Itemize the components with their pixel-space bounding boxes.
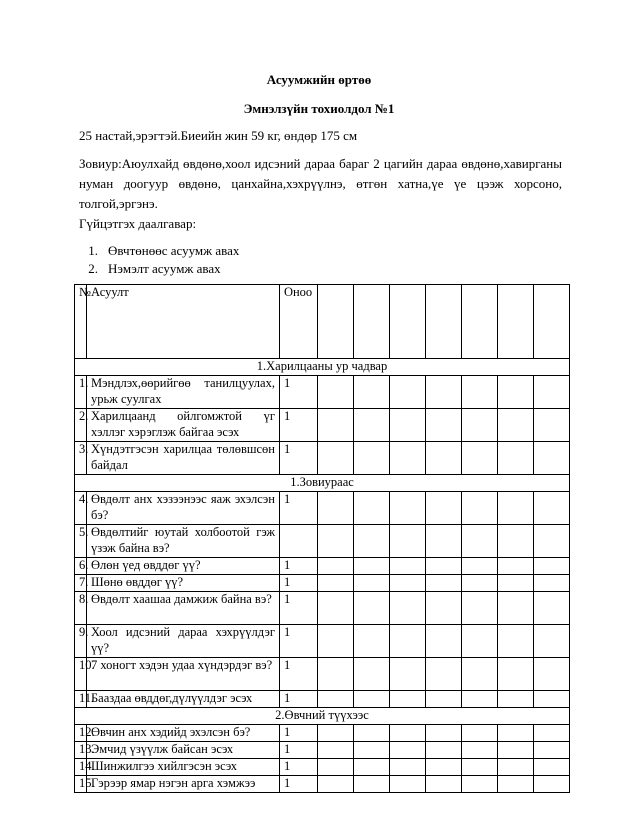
empty-cell — [318, 575, 354, 592]
empty-cell — [390, 492, 426, 525]
header-empty-cell — [318, 285, 354, 359]
empty-cell — [426, 409, 462, 442]
row-number: 12. — [75, 725, 87, 742]
empty-cell — [390, 575, 426, 592]
header-empty-cell — [462, 285, 498, 359]
row-score: 1 — [279, 592, 317, 625]
row-number: 1. — [75, 376, 87, 409]
table-row — [75, 558, 570, 575]
empty-cell — [426, 525, 462, 558]
empty-cell — [318, 725, 354, 742]
header-number: № — [75, 285, 87, 359]
table-row — [75, 492, 570, 525]
row-number: 11. — [75, 691, 87, 708]
empty-cell — [354, 525, 390, 558]
empty-cell — [462, 725, 498, 742]
row-score: 1 — [279, 776, 317, 793]
empty-cell — [462, 575, 498, 592]
table-row — [75, 592, 570, 625]
empty-cell — [462, 409, 498, 442]
empty-cell — [318, 776, 354, 793]
row-number: 9. — [75, 625, 87, 658]
empty-cell — [533, 492, 569, 525]
empty-cell — [318, 558, 354, 575]
empty-cell — [497, 725, 533, 742]
empty-cell — [390, 525, 426, 558]
row-number: 5. — [75, 525, 87, 558]
row-score: 1 — [279, 658, 317, 691]
empty-cell — [354, 442, 390, 475]
row-question: Бааздаа өвддөг,дүлүүлдэг эсэх — [86, 691, 279, 708]
empty-cell — [533, 376, 569, 409]
empty-cell — [497, 558, 533, 575]
header-empty-cell — [533, 285, 569, 359]
empty-cell — [318, 742, 354, 759]
row-score: 1 — [279, 742, 317, 759]
table-row — [75, 525, 570, 558]
empty-cell — [533, 691, 569, 708]
empty-cell — [497, 759, 533, 776]
row-score: 1 — [279, 725, 317, 742]
empty-cell — [390, 442, 426, 475]
row-number: 3. — [75, 442, 87, 475]
row-number: 6. — [75, 558, 87, 575]
empty-cell — [318, 625, 354, 658]
empty-cell — [426, 376, 462, 409]
empty-cell — [533, 592, 569, 625]
task-item — [79, 242, 239, 260]
table-row — [75, 658, 570, 691]
empty-cell — [497, 409, 533, 442]
empty-cell — [318, 525, 354, 558]
document-title: Асуумжийн өртөө — [266, 72, 372, 87]
table-row — [75, 776, 570, 793]
empty-cell — [497, 658, 533, 691]
empty-cell — [497, 776, 533, 793]
table-row — [75, 725, 570, 742]
row-question: Эмчид үзүүлж байсан эсэх — [86, 742, 279, 759]
task-number: 1. — [88, 243, 98, 258]
table-row — [75, 575, 570, 592]
row-number: 8. — [75, 592, 87, 625]
empty-cell — [390, 742, 426, 759]
empty-cell — [497, 625, 533, 658]
empty-cell — [426, 575, 462, 592]
empty-cell — [426, 442, 462, 475]
empty-cell — [426, 725, 462, 742]
empty-cell — [390, 592, 426, 625]
task-text: Өвчтөнөөс асуумж авах — [108, 243, 240, 258]
empty-cell — [533, 575, 569, 592]
row-question: Өвдөлтийг юутай холбоотой гэж үзэж байна вэ? — [86, 525, 279, 558]
empty-cell — [426, 658, 462, 691]
empty-cell — [497, 742, 533, 759]
header-empty-cell — [497, 285, 533, 359]
table-row — [75, 409, 570, 442]
empty-cell — [533, 558, 569, 575]
table-row — [75, 442, 570, 475]
header-empty-cell — [354, 285, 390, 359]
empty-cell — [354, 592, 390, 625]
task-text: Нэмэлт асуумж авах — [108, 261, 221, 276]
table-row — [75, 691, 570, 708]
empty-cell — [497, 376, 533, 409]
tasks-label: Гүйцэтгэх даалгавар: — [79, 216, 197, 231]
empty-cell — [354, 691, 390, 708]
row-question: Өвчин анх хэдийд эхэлсэн бэ? — [86, 725, 279, 742]
empty-cell — [354, 575, 390, 592]
empty-cell — [533, 525, 569, 558]
empty-cell — [462, 776, 498, 793]
empty-cell — [354, 658, 390, 691]
row-number: 2. — [75, 409, 87, 442]
row-question: Өвдөлт анх хэзээнээс яаж эхэлсэн бэ? — [86, 492, 279, 525]
empty-cell — [390, 658, 426, 691]
empty-cell — [497, 691, 533, 708]
row-score: 1 — [279, 691, 317, 708]
empty-cell — [462, 658, 498, 691]
section-row — [75, 475, 570, 492]
empty-cell — [318, 658, 354, 691]
empty-cell — [533, 409, 569, 442]
empty-cell — [426, 592, 462, 625]
row-question: Шөнө өвддөг үү? — [86, 575, 279, 592]
row-question: Мэндлэх,өөрийгөө танилцуулах, урьж суулгах — [86, 376, 279, 409]
empty-cell — [533, 625, 569, 658]
row-question: Гэрээр ямар нэгэн арга хэмжээ — [86, 776, 279, 793]
row-score: 1 — [279, 492, 317, 525]
table-row — [75, 376, 570, 409]
row-number: 10. — [75, 658, 87, 691]
table-header-row — [75, 285, 570, 359]
empty-cell — [462, 625, 498, 658]
row-number: 4. — [75, 492, 87, 525]
section-title: 1.Харилцааны ур чадвар — [75, 359, 570, 376]
row-question: Өлөн үед өвддөг үү? — [86, 558, 279, 575]
empty-cell — [354, 376, 390, 409]
empty-cell — [533, 725, 569, 742]
empty-cell — [354, 759, 390, 776]
table-row — [75, 759, 570, 776]
empty-cell — [426, 691, 462, 708]
empty-cell — [462, 592, 498, 625]
empty-cell — [497, 492, 533, 525]
empty-cell — [390, 376, 426, 409]
row-score — [279, 525, 317, 558]
empty-cell — [390, 625, 426, 658]
empty-cell — [533, 759, 569, 776]
empty-cell — [390, 558, 426, 575]
row-score: 1 — [279, 442, 317, 475]
row-score: 1 — [279, 575, 317, 592]
empty-cell — [354, 725, 390, 742]
table-row — [75, 742, 570, 759]
header-empty-cell — [390, 285, 426, 359]
row-question: Харилцаанд ойлгомжтой үг хэллэг хэрэглэж байгаа эсэх — [86, 409, 279, 442]
empty-cell — [354, 776, 390, 793]
empty-cell — [390, 776, 426, 793]
empty-cell — [426, 492, 462, 525]
empty-cell — [390, 725, 426, 742]
empty-cell — [318, 691, 354, 708]
row-question: Хүндэтгэсэн харилцаа төлөвшсөн байдал — [86, 442, 279, 475]
row-score: 1 — [279, 376, 317, 409]
header-question: Асуулт — [86, 285, 279, 359]
empty-cell — [462, 742, 498, 759]
header-score: Оноо — [279, 285, 317, 359]
task-number: 2. — [88, 261, 98, 276]
empty-cell — [497, 592, 533, 625]
empty-cell — [533, 742, 569, 759]
section-title: 1.Зовиураас — [75, 475, 570, 492]
row-score: 1 — [279, 409, 317, 442]
question-table — [74, 284, 570, 793]
empty-cell — [462, 492, 498, 525]
empty-cell — [318, 442, 354, 475]
empty-cell — [462, 558, 498, 575]
document-subtitle: Эмнэлзүйн тохиолдол №1 — [243, 101, 395, 116]
empty-cell — [462, 442, 498, 475]
empty-cell — [497, 575, 533, 592]
row-question: Шинжилгээ хийлгэсэн эсэх — [86, 759, 279, 776]
task-list — [79, 242, 239, 278]
empty-cell — [354, 558, 390, 575]
empty-cell — [462, 759, 498, 776]
header-empty-cell — [426, 285, 462, 359]
row-number: 7. — [75, 575, 87, 592]
empty-cell — [533, 776, 569, 793]
row-score: 1 — [279, 558, 317, 575]
empty-cell — [318, 759, 354, 776]
empty-cell — [318, 376, 354, 409]
empty-cell — [426, 759, 462, 776]
table-row — [75, 625, 570, 658]
row-question: 7 хоногт хэдэн удаа хүндэрдэг вэ? — [86, 658, 279, 691]
case-description: 25 настай,эрэгтэй.Биеийн жин 59 кг, өндөр 175 см — [79, 128, 358, 143]
empty-cell — [390, 409, 426, 442]
empty-cell — [318, 492, 354, 525]
empty-cell — [354, 492, 390, 525]
empty-cell — [390, 691, 426, 708]
section-row — [75, 708, 570, 725]
row-score: 1 — [279, 759, 317, 776]
empty-cell — [318, 409, 354, 442]
row-score: 1 — [279, 625, 317, 658]
empty-cell — [426, 742, 462, 759]
section-row — [75, 359, 570, 376]
empty-cell — [462, 691, 498, 708]
empty-cell — [462, 376, 498, 409]
empty-cell — [318, 592, 354, 625]
section-title: 2.Өвчний түүхээс — [75, 708, 570, 725]
empty-cell — [354, 625, 390, 658]
task-item — [79, 260, 239, 278]
complaint-text: Зовиур:Аюулхайд өвдөнө,хоол идсэний дараа бараг 2 цагийн дараа өвдөнө,хавирганы нуман доогуур өвдөнө, цанхайна,хэхрүүлнэ, өтгөн хатна,үе үе цээж хорсоно, толгой,эргэнэ. — [79, 156, 562, 211]
empty-cell — [390, 759, 426, 776]
empty-cell — [497, 525, 533, 558]
row-number: 13. — [75, 742, 87, 759]
empty-cell — [354, 742, 390, 759]
empty-cell — [533, 442, 569, 475]
row-question: Өвдөлт хаашаа дамжиж байна вэ? — [86, 592, 279, 625]
empty-cell — [533, 658, 569, 691]
row-number: 15. — [75, 776, 87, 793]
empty-cell — [426, 625, 462, 658]
empty-cell — [354, 409, 390, 442]
empty-cell — [462, 525, 498, 558]
empty-cell — [426, 776, 462, 793]
row-number: 14. — [75, 759, 87, 776]
row-question: Хоол идсэний дараа хэхрүүлдэг үү? — [86, 625, 279, 658]
empty-cell — [426, 558, 462, 575]
empty-cell — [497, 442, 533, 475]
